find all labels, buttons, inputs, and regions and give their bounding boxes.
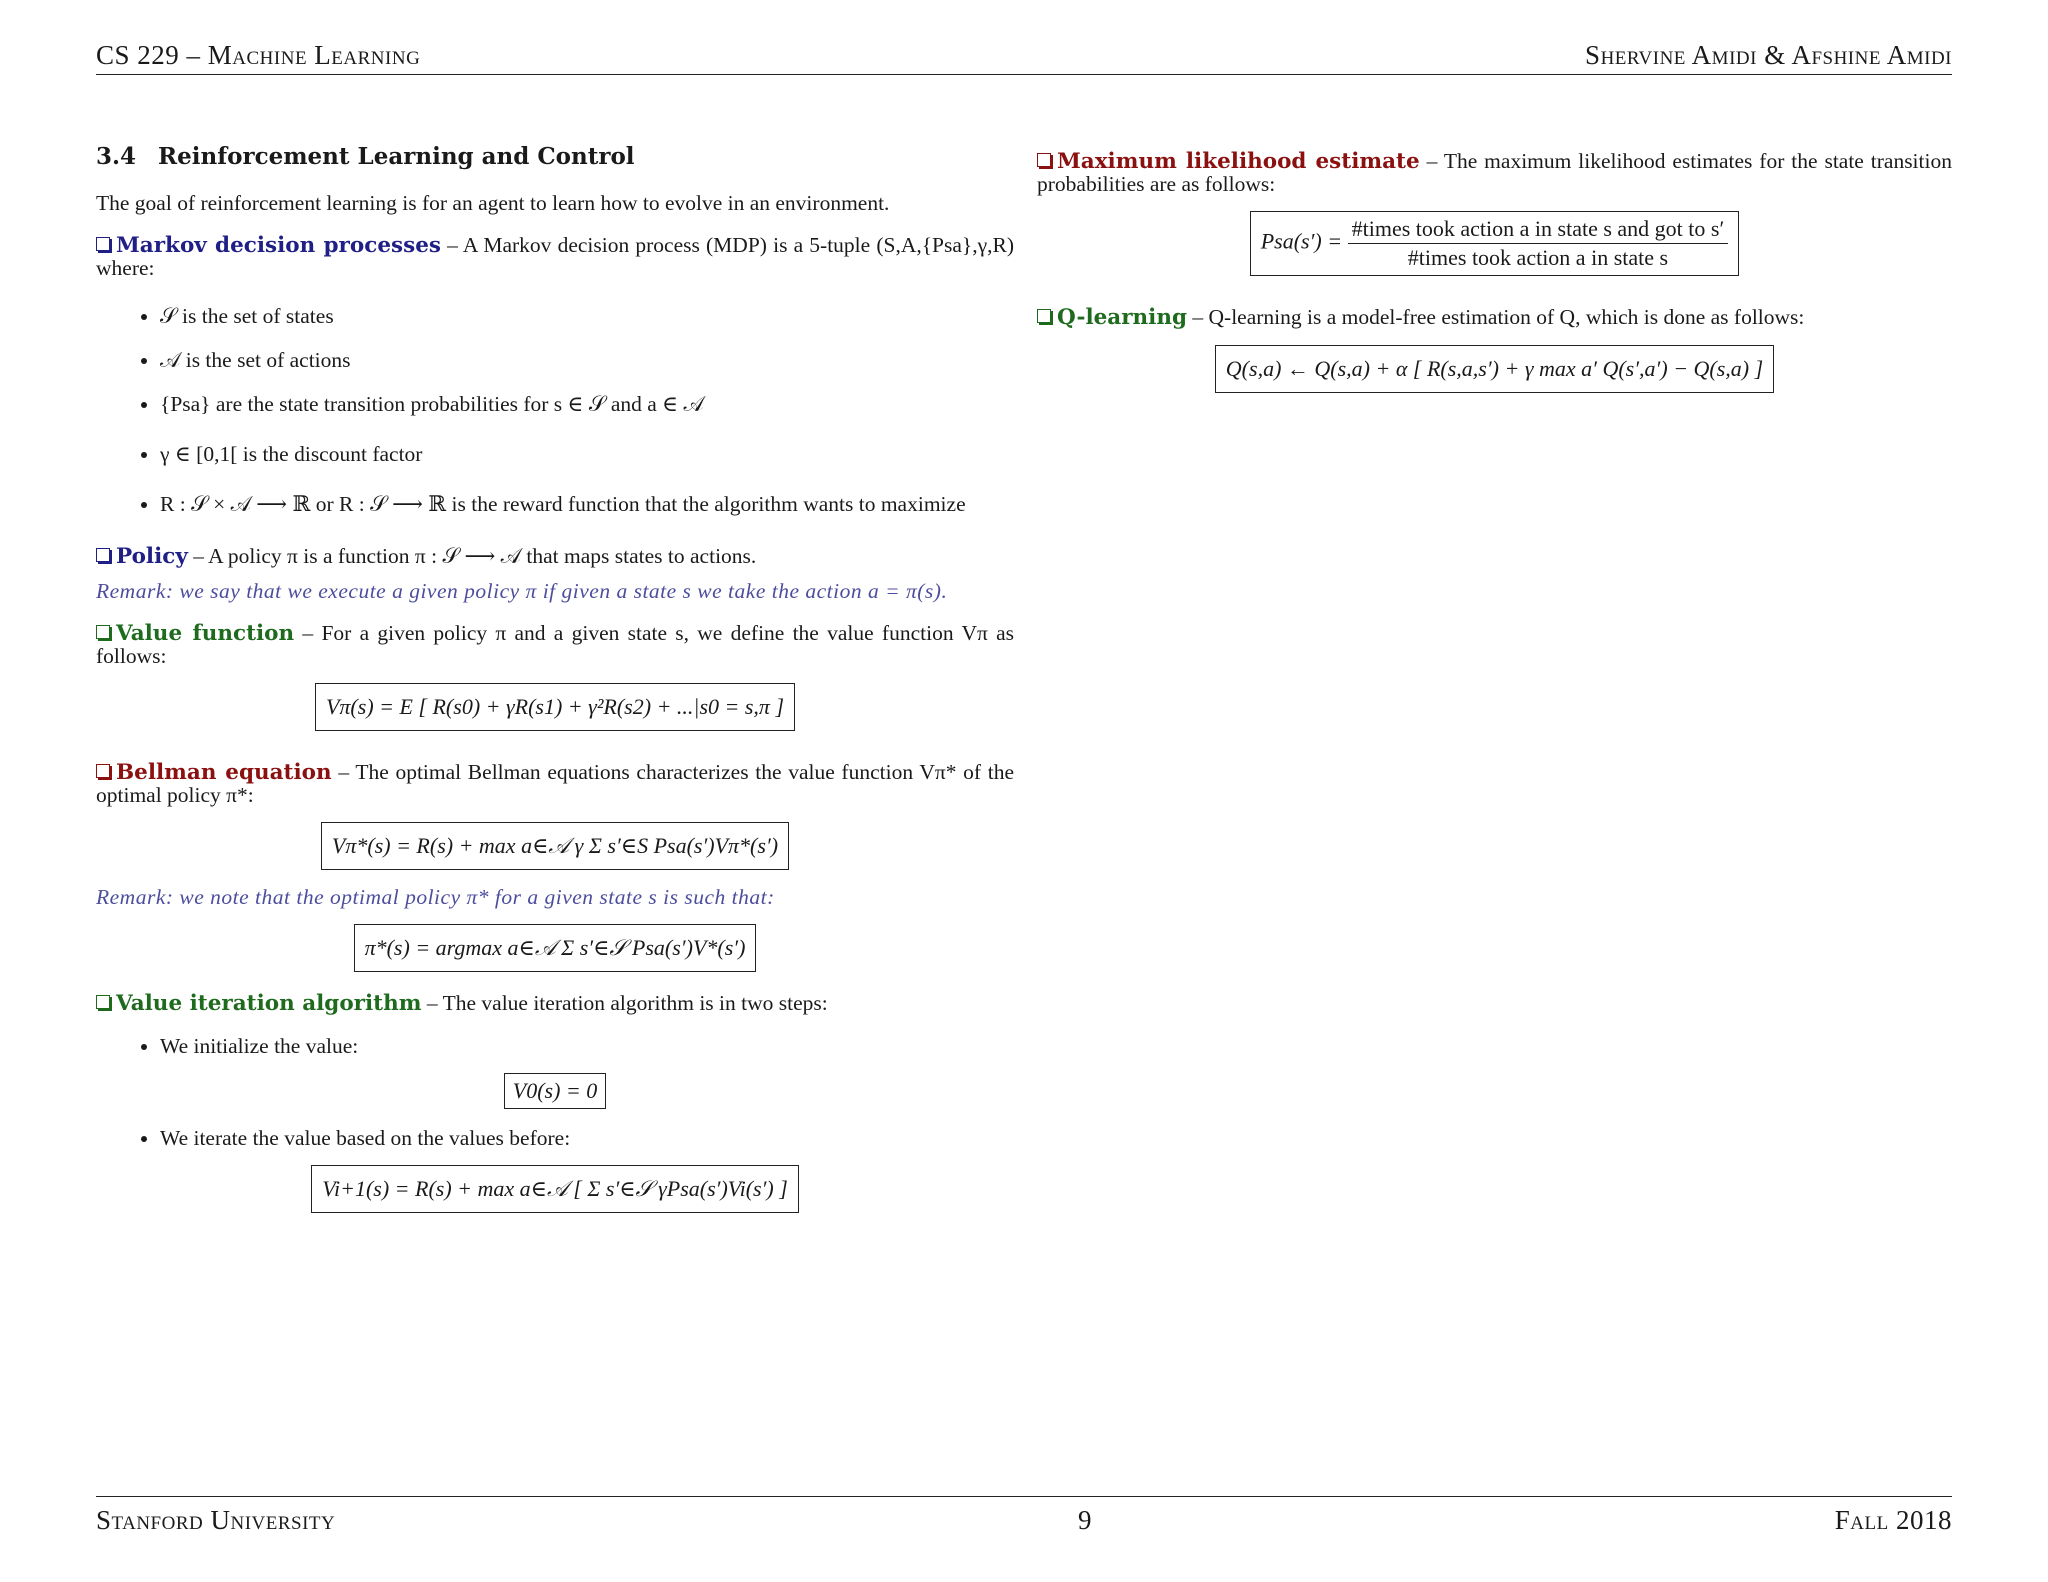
qlearning-paragraph: Q-learning – Q-learning is a model-free estimation of Q, which is done as follows: [1037,306,1952,329]
value-function-term: Value function [96,621,294,646]
qlearning-equation [1037,345,1952,393]
mdp-list [96,305,1014,515]
mle-term: Maximum likelihood estimate [1037,149,1420,174]
value-iteration-paragraph: Value iteration algorithm – The value iteration algorithm is in two steps: [96,992,1014,1015]
value-function-paragraph: Value function – For a given policy π and a given state s, we define the value function Vπ as follows: [96,621,1014,668]
qlearning-term: Q-learning [1037,305,1187,330]
page-number: 9 [1078,1505,1093,1535]
list-item: • 𝒜 is the set of actions [160,349,1014,371]
square-bullet-icon [96,764,110,778]
value-iteration-steps [96,1035,1014,1057]
mle-fraction [1348,218,1729,269]
left-column [96,140,1014,1229]
mdp-term: Markov decision processes [96,233,441,258]
bellman-term: Bellman equation [96,760,332,785]
list-item: • γ ∈ [0,1[ is the discount factor [160,443,1014,465]
list-item: • 𝒮 is the set of states [160,305,1014,327]
square-bullet-icon [1037,309,1051,323]
equation-box: Vπ*(s) = R(s) + max a∈𝒜 γ Σ s′∈S Psa(s′)Vπ*(s′) [321,822,789,870]
footer-university: Stanford University [96,1505,336,1535]
header-course-title: CS 229 – Machine Learning [96,40,421,70]
policy-paragraph: Policy – A policy π is a function π : 𝒮 ⟶ 𝒜 that maps states to actions. [96,545,1014,568]
section-heading [96,143,1014,170]
page-header [96,40,1952,75]
section-number: 3.4 [96,143,137,170]
equation-box: V0(s) = 0 [504,1073,607,1109]
value-iteration-term: Value iteration algorithm [96,991,421,1016]
mle-lhs: Psa(s′) = [1260,228,1343,254]
square-bullet-icon [1037,153,1051,167]
equation-box: Vπ(s) = E [ R(s0) + γR(s1) + γ²R(s2) + ...|s0 = s,π ] [315,683,795,731]
equation-box: Q(s,a) ← Q(s,a) + α [ R(s,a,s′) + γ max a′ Q(s′,a′) − Q(s,a) ] [1215,345,1774,393]
header-authors: Shervine Amidi & Afshine Amidi [1585,40,1952,70]
equation-box [1250,211,1740,276]
equation-box: Vi+1(s) = R(s) + max a∈𝒜 [ Σ s′∈𝒮 γPsa(s′)Vi(s′) ] [311,1165,799,1213]
iteration-equation [96,1165,1014,1213]
init-equation [96,1073,1014,1109]
mle-denominator: #times took action a in state s [1407,245,1669,270]
mle-paragraph: Maximum likelihood estimate – The maximum likelihood estimates for the state transition probabilities are as follows: [1037,149,1952,196]
page-footer [96,1496,1952,1536]
mdp-paragraph: Markov decision processes – A Markov decision process (MDP) is a 5-tuple (S,A,{Psa},γ,R) where: [96,233,1014,280]
value-function-equation [96,683,1014,731]
footer-term: Fall 2018 [1834,1505,1952,1535]
square-bullet-icon [96,625,110,639]
list-item: • We initialize the value: [160,1035,1014,1057]
bellman-equation [96,822,1014,870]
intro-paragraph: The goal of reinforcement learning is for an agent to learn how to evolve in an environment. [96,191,890,215]
list-item: • {Psa} are the state transition probabilities for s ∈ 𝒮 and a ∈ 𝒜 [160,393,1014,415]
square-bullet-icon [96,548,110,562]
bellman-paragraph: Bellman equation – The optimal Bellman equations characterizes the value function Vπ* of the optimal policy π*: [96,760,1015,807]
section-title: Reinforcement Learning and Control [158,143,635,170]
list-item: • R : 𝒮 × 𝒜 ⟶ ℝ or R : 𝒮 ⟶ ℝ is the reward function that the algorithm wants to maximize [160,493,1014,515]
bellman-remark: Remark: we note that the optimal policy π* for a given state s is such that: [96,885,775,909]
mle-equation [1037,211,1952,276]
square-bullet-icon [96,237,110,251]
optimal-policy-equation [96,924,1014,972]
policy-term: Policy [96,544,188,569]
square-bullet-icon [96,995,110,1009]
right-column [1037,140,1952,409]
value-iteration-steps-2 [96,1127,1014,1149]
equation-box: π*(s) = argmax a∈𝒜 Σ s′∈𝒮 Psa(s′)V*(s′) [354,924,757,972]
policy-remark: Remark: we say that we execute a given policy π if given a state s we take the action a = π(s). [96,579,948,603]
mle-numerator: #times took action a in state s and got to s′ [1348,218,1729,244]
list-item: • We iterate the value based on the values before: [160,1127,1014,1149]
